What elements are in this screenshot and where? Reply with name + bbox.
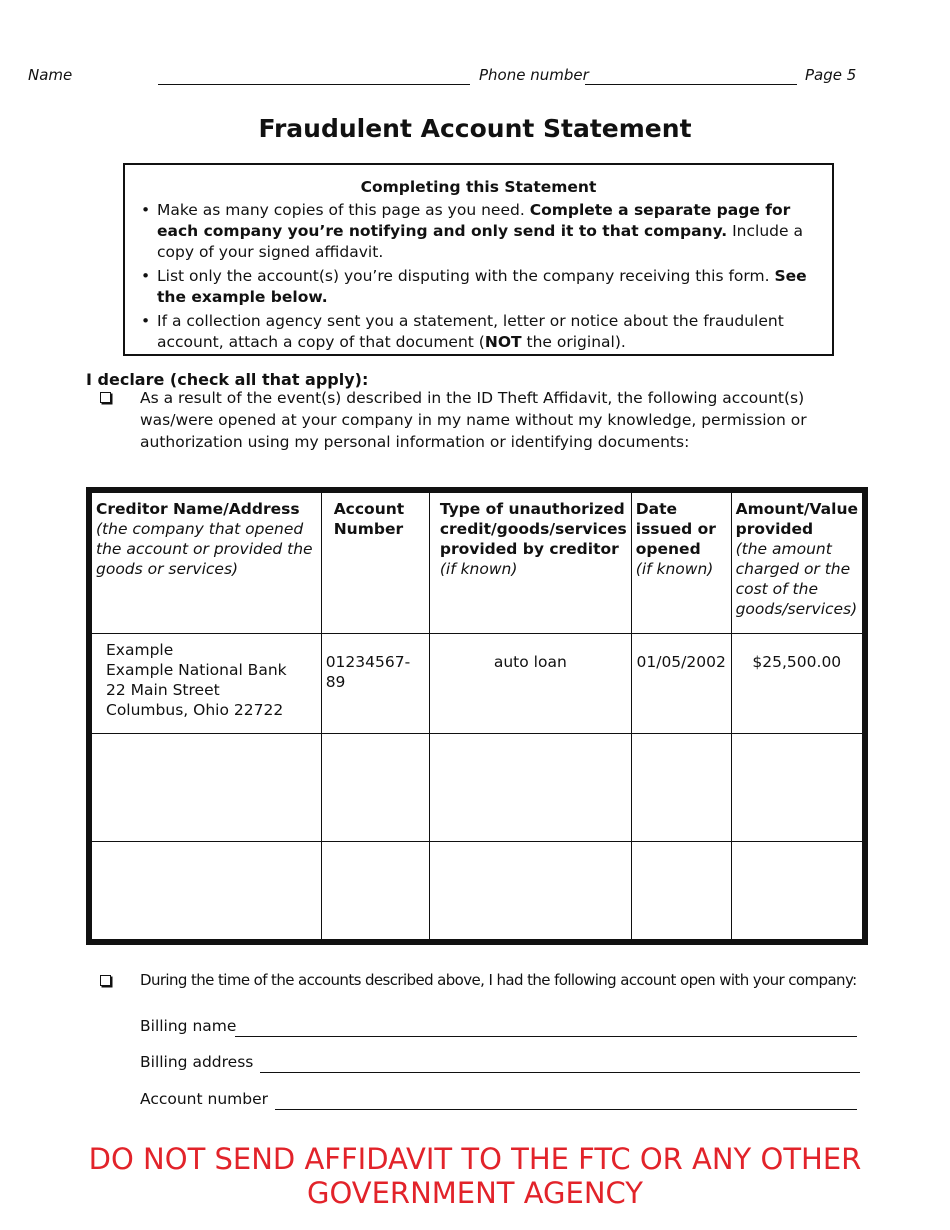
instruction-item: • If a collection agency sent you a statement, letter or notice about the fraudulent account, attach a copy of that document (NOT the original). [139,311,818,353]
billing-name-label: Billing name [140,1017,237,1035]
example-account: 01234567-89 [321,633,429,733]
header-type: Type of unauthorized credit/goods/services provided by creditor (if known) [429,490,631,633]
accounts-table [86,487,868,945]
table-row [89,841,865,942]
cell[interactable] [321,841,429,942]
cell[interactable] [731,733,865,841]
cell[interactable] [89,733,321,841]
example-date: 01/05/2002 [631,633,731,733]
cell[interactable] [631,841,731,942]
header-amount: Amount/Value provided (the amount charged or the cost of the goods/services) [731,490,865,633]
cell[interactable] [89,841,321,942]
option1-checkbox[interactable] [100,392,111,403]
page-title: Fraudulent Account Statement [258,114,692,143]
name-field[interactable] [158,84,470,85]
example-creditor: Example Example National Bank 22 Main Street Columbus, Ohio 22722 [89,633,321,733]
table-row-example [89,633,865,733]
cell[interactable] [429,733,631,841]
cell[interactable] [321,733,429,841]
phone-label: Phone number [479,66,589,84]
billing-address-field[interactable] [260,1072,860,1073]
instruction-item: • List only the account(s) you’re disputing with the company receiving this form. See the example below. [139,266,818,308]
declare-label: I declare (check all that apply): [86,370,369,389]
header-account: Account Number [321,490,429,633]
header-creditor: Creditor Name/Address (the company that opened the account or provided the goods or services) [89,490,321,633]
cell[interactable] [429,841,631,942]
name-label: Name [28,66,73,84]
instructions-box [123,163,834,356]
account-number-label: Account number [140,1090,269,1108]
table-header-row [89,490,865,633]
table-row [89,733,865,841]
option1-text: As a result of the event(s) described in the ID Theft Affidavit, the following account(s) was/were opened at your company in my name without my knowledge, permission or authorization using my personal information or identifying documents: [140,389,807,451]
example-type: auto loan [429,633,631,733]
instruction-item: • Make as many copies of this page as you need. Complete a separate page for each company you’re notifying and only send it to that company. Include a copy of your signed affidavit. [139,200,818,263]
option2-text: During the time of the accounts described above, I had the following account open with your company: [140,971,857,989]
example-amount: $25,500.00 [731,633,865,733]
billing-name-field[interactable] [235,1036,857,1037]
cell[interactable] [631,733,731,841]
instructions-title: Completing this Statement [360,178,597,196]
page-number: Page 5 [805,66,857,84]
account-number-field[interactable] [275,1109,857,1110]
cell[interactable] [731,841,865,942]
billing-address-label: Billing address [140,1053,254,1071]
option2-checkbox[interactable] [100,975,111,986]
phone-field[interactable] [585,84,797,85]
header-date: Date issued or opened (if known) [631,490,731,633]
warning-text: DO NOT SEND AFFIDAVIT TO THE FTC OR ANY OTHER GOVERNMENT AGENCY [88,1142,862,1210]
